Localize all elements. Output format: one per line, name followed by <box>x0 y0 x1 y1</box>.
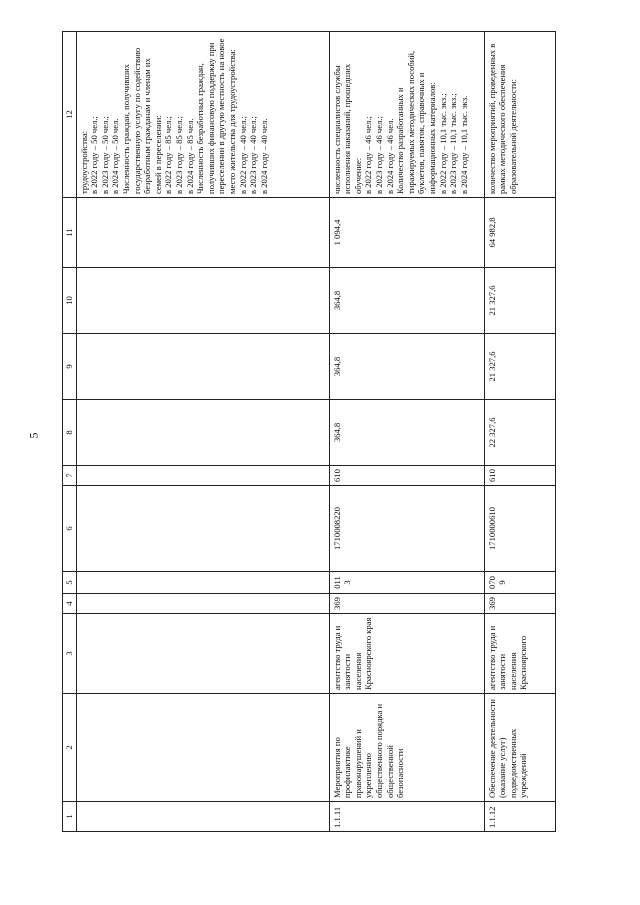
amount-2024-cell: 364,8 <box>329 268 484 334</box>
measures-table <box>62 31 556 832</box>
responsible-cell: агентство труда и занятости населения Красноярского края <box>329 614 484 694</box>
header-row <box>63 32 77 832</box>
column-header: 1 <box>63 802 77 832</box>
amount-2024-cell <box>76 268 329 334</box>
table-row <box>76 32 329 832</box>
measure-name-cell: Обеспечение деятельности (оказание услуг) подведомственных учреждений <box>484 694 555 802</box>
column-header: 6 <box>63 486 77 572</box>
responsible-cell: агентство труда и занятости населения Красноярского <box>484 614 555 694</box>
section-code-cell: 0113 <box>329 572 484 594</box>
amount-2022-cell: 364,8 <box>329 400 484 466</box>
expense-type-cell <box>76 466 329 486</box>
column-header: 3 <box>63 614 77 694</box>
table-row <box>484 32 555 832</box>
section-code-cell: 0709 <box>484 572 555 594</box>
amount-total-cell: 1 094,4 <box>329 198 484 268</box>
column-header: 9 <box>63 334 77 400</box>
column-header: 12 <box>63 32 77 198</box>
amount-2023-cell <box>76 334 329 400</box>
column-header: 8 <box>63 400 77 466</box>
column-header: 7 <box>63 466 77 486</box>
table-row <box>329 32 484 832</box>
rotated-page-content <box>62 32 582 832</box>
grbs-code-cell: 369 <box>329 594 484 614</box>
row-number-cell: 1.1.12 <box>484 802 555 832</box>
expected-result-cell: количество мероприятий, проведенных в рамках методического обеспечения образовательной деятельности: <box>484 32 555 198</box>
grbs-code-cell: 369 <box>484 594 555 614</box>
amount-2023-cell: 21 327,6 <box>484 334 555 400</box>
expected-result-cell: трудоустройства: в 2022 году – 50 чел.; в 2023 году – 50 чел.; в 2024 году – 50 чел. Численность граждан, получивших государственную услугу по содействию безработным гражданам и членам их семей в переселении: в 2022 году – 85 чел.; в 2023 году – 85 чел.; в 2024 году – 85 чел. Численность безработных граждан, получивших финансовую поддержку при переселении в другую местность на новое место жительства для трудоустройства: в 2022 году – 40 чел.; в 2023 году – 40 чел.; в 2024 году – 40 чел. <box>76 32 329 198</box>
row-number-cell <box>76 802 329 832</box>
grbs-code-cell <box>76 594 329 614</box>
amount-2024-cell: 21 327,6 <box>484 268 555 334</box>
measure-name-cell <box>76 694 329 802</box>
column-header: 10 <box>63 268 77 334</box>
column-header: 5 <box>63 572 77 594</box>
page-number: 5 <box>26 432 41 439</box>
target-code-cell <box>76 486 329 572</box>
amount-2022-cell: 22 327,6 <box>484 400 555 466</box>
target-code-cell: 1710008220 <box>329 486 484 572</box>
expense-type-cell: 610 <box>484 466 555 486</box>
column-header: 4 <box>63 594 77 614</box>
amount-total-cell <box>76 198 329 268</box>
target-code-cell: 1710000610 <box>484 486 555 572</box>
row-number-cell: 1.1.11 <box>329 802 484 832</box>
amount-total-cell: 64 982,8 <box>484 198 555 268</box>
expected-result-cell: численность специалистов службы исполнения наказаний, прошедших обучение: в 2022 году – 46 чел.; в 2023 году – 46 чел.; в 2024 году – 46 чел. Количество разработанных и тиражируемых методических пособий, буклетов, памяток, справочных и информационных материалов: в 2022 году – 10,1 тыс. экз.; в 2023 году – 10,1 тыс. экз.; в 2024 году – 10,1 тыс. экз. <box>329 32 484 198</box>
section-code-cell <box>76 572 329 594</box>
responsible-cell <box>76 614 329 694</box>
column-header: 11 <box>63 198 77 268</box>
amount-2022-cell <box>76 400 329 466</box>
column-header: 2 <box>63 694 77 802</box>
expense-type-cell: 610 <box>329 466 484 486</box>
measure-name-cell: Мероприятия по профилактике правонарушений и укреплению общественного порядка и общественной безопасности <box>329 694 484 802</box>
amount-2023-cell: 364,8 <box>329 334 484 400</box>
